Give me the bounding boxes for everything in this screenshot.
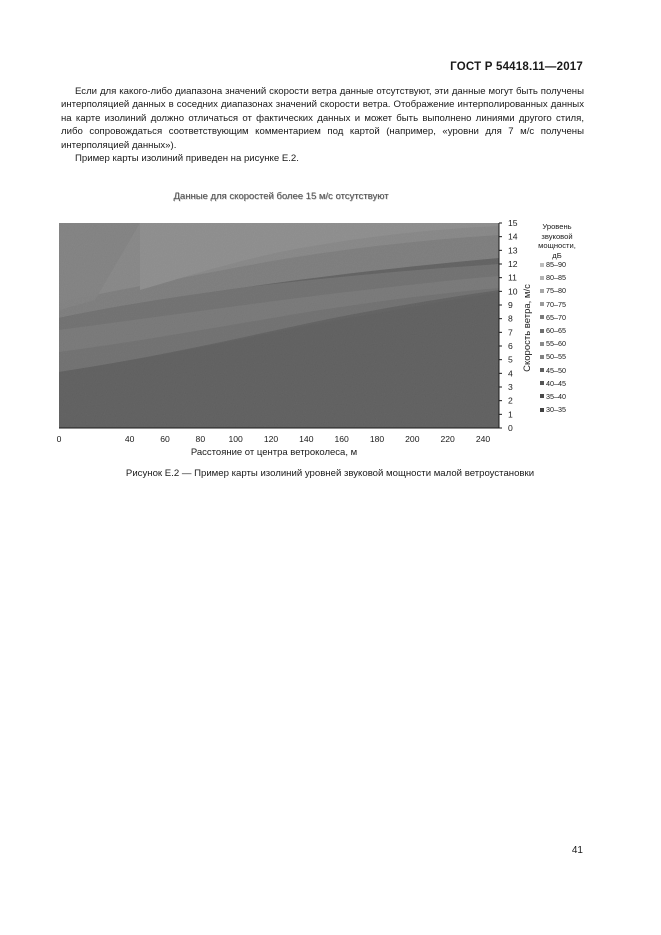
- paragraph-example-ref: Пример карты изолиний приведен на рисунке Е.2.: [75, 153, 299, 165]
- document-id: ГОСТ Р 54418.11—2017: [450, 61, 583, 73]
- y-tick-label: 4: [508, 368, 513, 379]
- legend-title-line: звуковой: [541, 231, 573, 241]
- x-tick-label: 60: [160, 434, 170, 444]
- legend-item: [540, 258, 566, 271]
- y-tick-label: 12: [508, 259, 518, 269]
- x-tick-label: 100: [228, 434, 243, 444]
- y-tick-label: 1: [508, 409, 513, 420]
- legend-swatch: [540, 276, 544, 280]
- x-tick-label: 160: [334, 434, 349, 444]
- legend-swatch: [540, 368, 544, 372]
- legend-item: [540, 311, 566, 324]
- legend-item: [540, 364, 566, 377]
- legend-swatch: [540, 342, 544, 346]
- x-tick-label: 200: [405, 434, 420, 444]
- legend-item: [540, 284, 566, 297]
- legend-label: 85–90: [546, 260, 566, 270]
- legend-label: 35–40: [546, 391, 566, 401]
- y-axis-title: Скорость ветра, м/с: [522, 284, 533, 372]
- legend-label: 70–75: [546, 299, 566, 309]
- legend-item: [540, 403, 566, 416]
- legend-label: 30–35: [546, 405, 566, 415]
- legend: [540, 258, 566, 416]
- x-tick-label: 0: [56, 434, 62, 444]
- y-tick-label: 2: [508, 395, 513, 406]
- legend-label: 45–50: [546, 365, 566, 375]
- chart-title: Данные для скоростей более 15 м/с отсутствуют: [173, 191, 389, 202]
- legend-label: 60–65: [546, 326, 566, 336]
- legend-item: [540, 350, 566, 363]
- paragraph-interpolation: Если для какого-либо диапазона значений скорости ветра данные отсутствуют, эти данные могут быть получены интерполяцией данных в соседних диапазонах значений скорости ветра. Отображение интерполированных данных на карте изолиний должно отличаться от фактических данных и может быть выполнено линиями другого стиля, либо сопровождаться соответствующим комментарием под картой (например, «уровни для 7 м/с получены интерполяцией данных»).: [61, 86, 584, 151]
- x-tick-label: 240: [475, 434, 491, 444]
- legend-label: 80–85: [546, 273, 566, 283]
- y-tick-label: 7: [508, 327, 513, 338]
- y-tick-label: 14: [508, 231, 518, 242]
- y-tick-label: 9: [508, 300, 513, 310]
- legend-title-line: мощности,: [538, 241, 576, 251]
- y-tick-label: 3: [508, 382, 513, 392]
- legend-item: [540, 298, 566, 311]
- legend-title-line: дБ: [552, 250, 562, 260]
- legend-swatch: [540, 329, 544, 333]
- legend-swatch: [540, 289, 544, 293]
- x-tick-label: 180: [369, 434, 385, 444]
- legend-label: 50–55: [546, 352, 566, 362]
- legend-swatch: [540, 263, 544, 267]
- legend-item: [540, 337, 566, 350]
- legend-title-line: Уровень: [542, 222, 572, 231]
- legend-item: [540, 390, 566, 403]
- legend-item: [540, 271, 566, 284]
- y-tick-label: 11: [508, 272, 517, 283]
- legend-label: 75–80: [546, 286, 566, 296]
- y-tick-label: 15: [508, 218, 518, 228]
- y-tick-label: 0: [508, 423, 513, 433]
- legend-swatch: [540, 408, 544, 412]
- y-tick-label: 13: [508, 245, 518, 256]
- x-axis-title: Расстояние от центра ветроколеса, м: [190, 447, 358, 458]
- legend-swatch: [540, 355, 544, 359]
- legend-swatch: [540, 315, 544, 319]
- legend-swatch: [540, 394, 544, 398]
- legend-label: 40–45: [546, 378, 566, 388]
- plot-area: [59, 223, 499, 428]
- legend-label: 65–70: [546, 312, 566, 322]
- x-tick-label: 120: [263, 434, 279, 444]
- legend-item: [540, 324, 566, 337]
- y-tick-label: 8: [508, 313, 513, 324]
- x-tick-label: 80: [195, 434, 206, 444]
- legend-label: 55–60: [546, 339, 566, 349]
- y-tick-label: 5: [508, 354, 513, 365]
- legend-swatch: [540, 381, 544, 385]
- legend-swatch: [540, 302, 544, 306]
- x-tick-label: 40: [124, 434, 135, 444]
- legend-item: [540, 377, 566, 390]
- page-number: 41: [571, 845, 583, 856]
- x-axis-ticks: [57, 434, 491, 444]
- x-tick-label: 140: [299, 434, 314, 444]
- y-tick-label: 6: [508, 341, 513, 351]
- x-tick-label: 220: [440, 434, 455, 444]
- legend-title: [530, 222, 584, 260]
- figure-caption: Рисунок Е.2 — Пример карты изолиний уровней звуковой мощности малой ветроустановки: [125, 468, 535, 479]
- y-tick-label: 10: [508, 286, 518, 297]
- y-axis-ticks: [499, 218, 518, 433]
